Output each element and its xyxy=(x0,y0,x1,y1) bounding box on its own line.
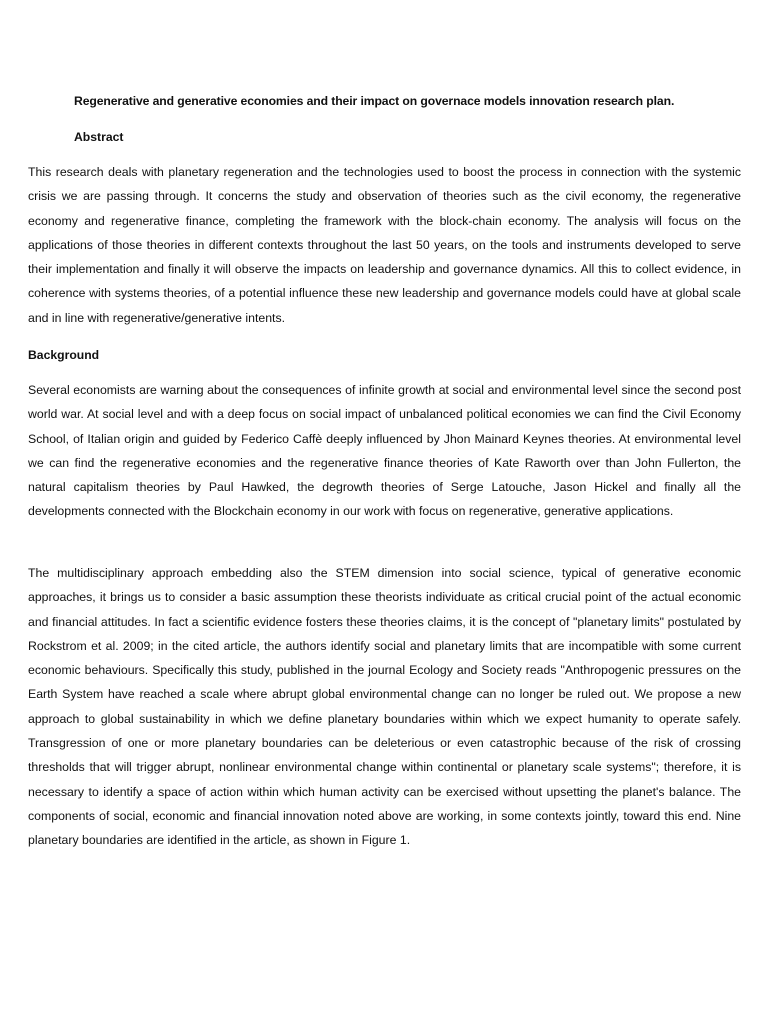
document-title: Regenerative and generative economies and their impact on governace models innovation research plan. xyxy=(74,94,675,108)
abstract-paragraph: This research deals with planetary regeneration and the technologies used to boost the process in connection with the systemic crisis we are passing through. It concerns the study and observation of theories such as the civil economy, the regenerative economy and regenerative finance, completing the framework with the block-chain economy. The analysis will focus on the applications of those theories in different contexts throughout the last 50 years, on the tools and instruments developed to serve their implementation and finally it will observe the impacts on leadership and governance dynamics. All this to collect evidence, in coherence with systems theories, of a potential influence these new leadership and governance models could have at global scale and in line with regenerative/generative intents. xyxy=(28,165,741,325)
background-paragraph-2: The multidisciplinary approach embedding also the STEM dimension into social science, typical of generative economic approaches, it brings us to consider a basic assumption these theorists individuate as critical crucial point of the actual economic and financial attitudes. In fact a scientific evidence fosters these theories claims, it is the concept of "planetary limits" postulated by Rockstrom et al. 2009; in the cited article, the authors identify social and planetary limits that are incompatible with some current economic behaviours. Specifically this study, published in the journal Ecology and Society reads "Anthropogenic pressures on the Earth System have reached a scale where abrupt global environmental change can no longer be ruled out. We propose a new approach to global sustainability in which we define planetary boundaries within which we expect humanity to operate safely. Transgression of one or more planetary boundaries can be deleterious or even catastrophic because of the risk of crossing thresholds that will trigger abrupt, nonlinear environmental change within continental or planetary scale systems"; therefore, it is necessary to identify a space of action within which human activity can be exercised without upsetting the planet's balance. The components of social, economic and financial innovation noted above are working, in some contexts jointly, toward this end. Nine planetary boundaries are identified in the article, as shown in Figure 1. xyxy=(28,566,741,848)
background-heading: Background xyxy=(28,348,100,362)
abstract-heading: Abstract xyxy=(74,130,124,144)
background-paragraph-1: Several economists are warning about the consequences of infinite growth at social and environmental level since the second post world war. At social level and with a deep focus on social impact of unbalanced political economies we can find the Civil Economy School, of Italian origin and guided by Federico Caffè deeply influenced by Jhon Mainard Keynes theories. At environmental level we can find the regenerative economies and the regenerative finance theories of Kate Raworth over than John Fullerton, the natural capitalism theories by Paul Hawked, the degrowth theories of Serge Latouche, Jason Hickel and finally all the developments connected with the Blockchain economy in our work with focus on regenerative, generative applications. xyxy=(28,383,741,519)
